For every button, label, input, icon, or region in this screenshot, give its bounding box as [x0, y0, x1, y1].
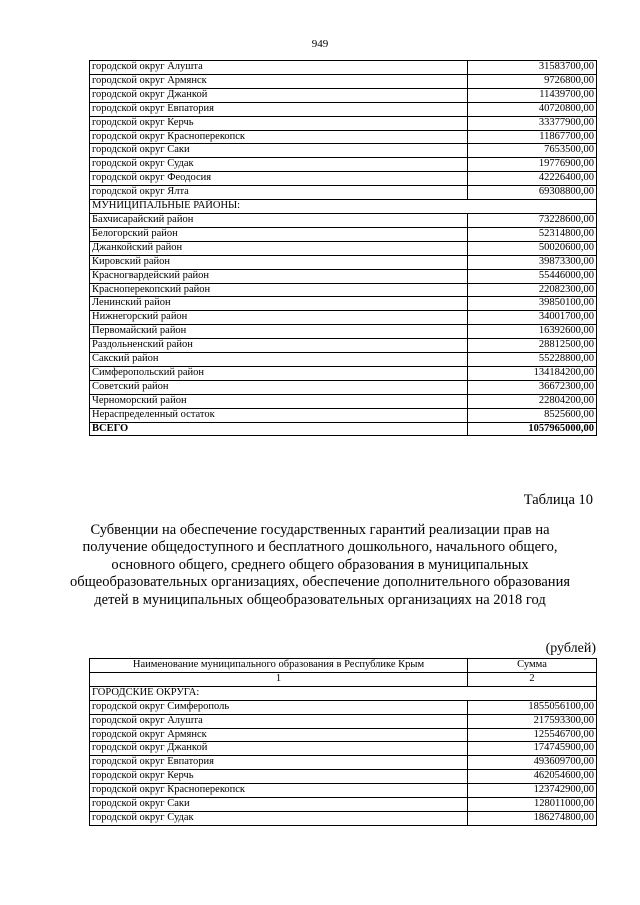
- municipality-name: городской округ Джанкой: [90, 742, 468, 756]
- total-row: [90, 422, 597, 436]
- amount-value: 69308800,00: [468, 186, 597, 200]
- municipality-name: городской округ Алушта: [90, 714, 468, 728]
- column-number-1: 1: [90, 672, 468, 686]
- municipality-name: городской округ Судак: [90, 811, 468, 825]
- amount-value: 55228800,00: [468, 353, 597, 367]
- table-row: [90, 158, 597, 172]
- municipality-name: городской округ Красноперекопск: [90, 130, 468, 144]
- amount-value: 39873300,00: [468, 255, 597, 269]
- section-row: [90, 200, 597, 214]
- municipality-name: городской округ Симферополь: [90, 700, 468, 714]
- amount-value: 1855056100,00: [468, 700, 597, 714]
- table-row: [90, 213, 597, 227]
- table-row: [90, 366, 597, 380]
- amount-value: 33377900,00: [468, 116, 597, 130]
- table-row: [90, 784, 597, 798]
- municipality-name: Нераспределенный остаток: [90, 408, 468, 422]
- municipality-name: Красноперекопский район: [90, 283, 468, 297]
- table-row: [90, 770, 597, 784]
- municipality-name: Симферопольский район: [90, 366, 468, 380]
- amount-value: 19776900,00: [468, 158, 597, 172]
- amount-value: 36672300,00: [468, 380, 597, 394]
- municipality-name: городской округ Красноперекопск: [90, 784, 468, 798]
- municipality-name: городской округ Алушта: [90, 61, 468, 75]
- municipality-name: Раздольненский район: [90, 339, 468, 353]
- municipality-name: городской округ Саки: [90, 798, 468, 812]
- municipality-name: городской округ Феодосия: [90, 172, 468, 186]
- municipality-name: Красногвардейский район: [90, 269, 468, 283]
- municipality-name: городской округ Саки: [90, 144, 468, 158]
- table-row: [90, 144, 597, 158]
- header-sum: Сумма: [468, 659, 597, 673]
- table-row: [90, 811, 597, 825]
- amount-value: 52314800,00: [468, 227, 597, 241]
- table-label: Таблица 10: [523, 492, 593, 508]
- amount-value: 28812500,00: [468, 339, 597, 353]
- table-row: [90, 61, 597, 75]
- amount-value: 22082300,00: [468, 283, 597, 297]
- table-row: [90, 339, 597, 353]
- table-row: [90, 116, 597, 130]
- amount-value: 40720800,00: [468, 102, 597, 116]
- amount-value: 462054600,00: [468, 770, 597, 784]
- municipality-name: городской округ Керчь: [90, 116, 468, 130]
- table-row: [90, 714, 597, 728]
- municipality-name: Нижнегорский район: [90, 311, 468, 325]
- table-row: [90, 186, 597, 200]
- amount-value: 123742900,00: [468, 784, 597, 798]
- municipality-name: Ленинский район: [90, 297, 468, 311]
- table-row: [90, 408, 597, 422]
- amount-value: 1057965000,00: [468, 422, 597, 436]
- table-row: [90, 742, 597, 756]
- table-row: [90, 283, 597, 297]
- table-continuation: [89, 60, 597, 436]
- municipality-name: Бахчисарайский район: [90, 213, 468, 227]
- header-name: Наименование муниципального образования в Республике Крым: [90, 659, 468, 673]
- table-header-row: [90, 659, 597, 673]
- amount-value: 11867700,00: [468, 130, 597, 144]
- table-row: [90, 297, 597, 311]
- table-row: [90, 325, 597, 339]
- section-row: [90, 686, 597, 700]
- table-row: [90, 88, 597, 102]
- amount-value: 11439700,00: [468, 88, 597, 102]
- table-column-numbers-row: [90, 672, 597, 686]
- amount-value: 134184200,00: [468, 366, 597, 380]
- table-row: [90, 102, 597, 116]
- amount-value: 73228600,00: [468, 213, 597, 227]
- amount-value: 34001700,00: [468, 311, 597, 325]
- column-number-2: 2: [468, 672, 597, 686]
- table-row: [90, 74, 597, 88]
- table-row: [90, 227, 597, 241]
- municipality-name: Советский район: [90, 380, 468, 394]
- unit-label: (рублей): [545, 641, 596, 656]
- municipality-name: Белогорский район: [90, 227, 468, 241]
- table-row: [90, 394, 597, 408]
- table-row: [90, 311, 597, 325]
- municipality-name: городской округ Джанкой: [90, 88, 468, 102]
- municipality-name: городской округ Судак: [90, 158, 468, 172]
- table-row: [90, 172, 597, 186]
- municipality-name: Первомайский район: [90, 325, 468, 339]
- municipality-name: ВСЕГО: [90, 422, 468, 436]
- amount-value: 9726800,00: [468, 74, 597, 88]
- table-row: [90, 728, 597, 742]
- municipality-name: Джанкойский район: [90, 241, 468, 255]
- section-label: ГОРОДСКИЕ ОКРУГА:: [90, 686, 597, 700]
- table-row: [90, 241, 597, 255]
- amount-value: 493609700,00: [468, 756, 597, 770]
- amount-value: 39850100,00: [468, 297, 597, 311]
- table-row: [90, 130, 597, 144]
- municipality-name: городской округ Керчь: [90, 770, 468, 784]
- municipality-name: городской округ Евпатория: [90, 756, 468, 770]
- section-label: МУНИЦИПАЛЬНЫЕ РАЙОНЫ:: [90, 200, 597, 214]
- municipality-name: Черноморский район: [90, 394, 468, 408]
- municipality-name: городской округ Армянск: [90, 74, 468, 88]
- table-row: [90, 756, 597, 770]
- table-row: [90, 700, 597, 714]
- amount-value: 8525600,00: [468, 408, 597, 422]
- table-row: [90, 269, 597, 283]
- amount-value: 174745900,00: [468, 742, 597, 756]
- amount-value: 16392600,00: [468, 325, 597, 339]
- amount-value: 125546700,00: [468, 728, 597, 742]
- amount-value: 217593300,00: [468, 714, 597, 728]
- municipality-name: Кировский район: [90, 255, 468, 269]
- amount-value: 42226400,00: [468, 172, 597, 186]
- table-row: [90, 380, 597, 394]
- table-title: Субвенции на обеспечение государственных гарантий реализации прав на получение общедоступного и бесплатного дошкольного, начального общего, основного общего, среднего общего образования в муниципальных общеобразовательных организациях, обеспечение дополнительного образования детей в муниципальных общеобразовательных организациях на 2018 год: [70, 522, 570, 608]
- table-subventions: [89, 658, 597, 826]
- table-row: [90, 255, 597, 269]
- amount-value: 22804200,00: [468, 394, 597, 408]
- amount-value: 31583700,00: [468, 61, 597, 75]
- municipality-name: городской округ Армянск: [90, 728, 468, 742]
- page-number: 949: [311, 38, 329, 50]
- amount-value: 128011000,00: [468, 798, 597, 812]
- amount-value: 55446000,00: [468, 269, 597, 283]
- municipality-name: городской округ Евпатория: [90, 102, 468, 116]
- amount-value: 186274800,00: [468, 811, 597, 825]
- amount-value: 50020600,00: [468, 241, 597, 255]
- table-row: [90, 798, 597, 812]
- amount-value: 7653500,00: [468, 144, 597, 158]
- table-row: [90, 353, 597, 367]
- municipality-name: Сакский район: [90, 353, 468, 367]
- municipality-name: городской округ Ялта: [90, 186, 468, 200]
